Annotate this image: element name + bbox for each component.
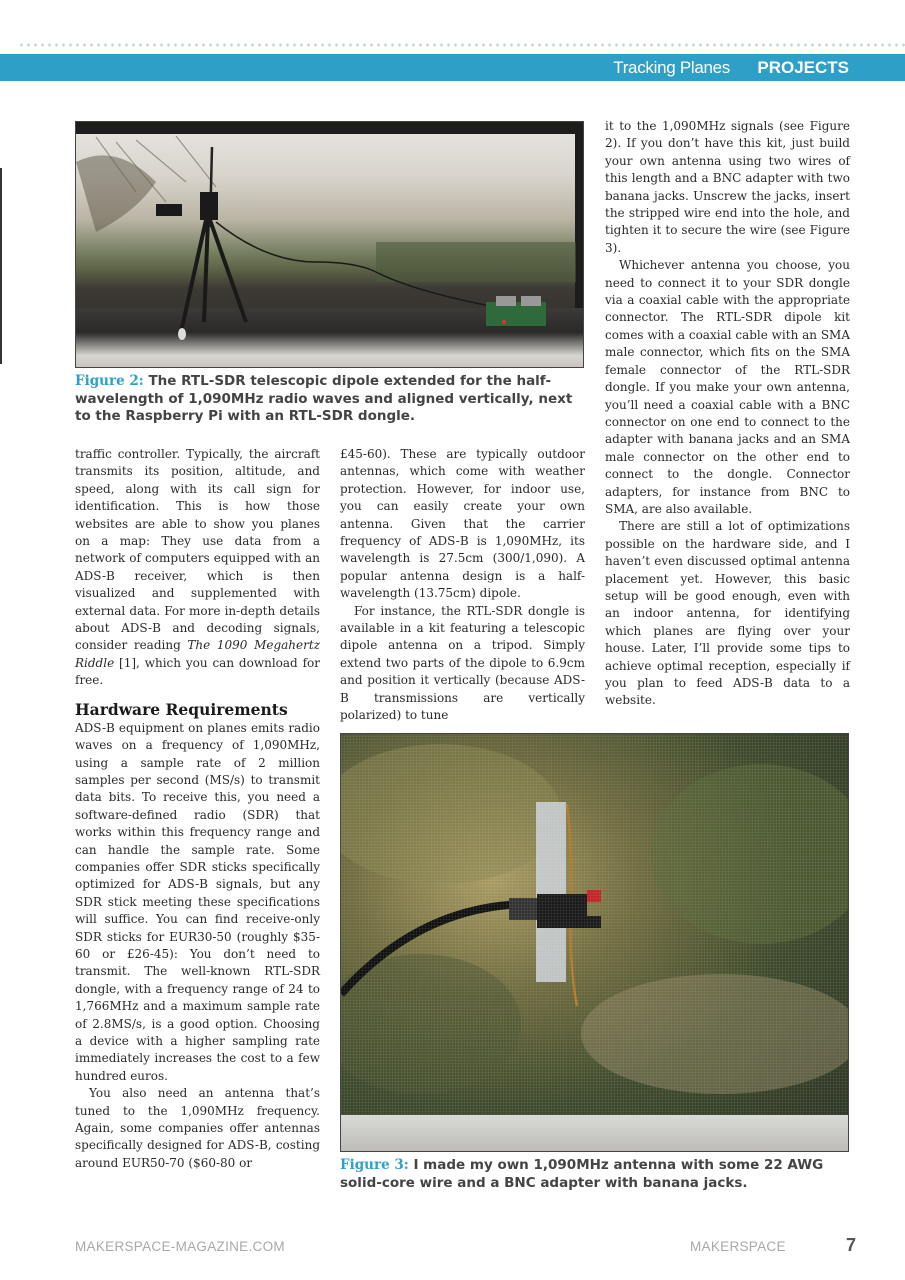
figure-2-label: Figure 2:: [75, 373, 144, 389]
col3-paragraph-3: There are still a lot of optimizations possible on the hardware side, and I haven’t even discussed optimal antenna placement yet. However, this basic setup will be good enough, even with an indoor antenna, for identifying which planes are flying over your house. Later, I’ll provide some tips to achieve optimal reception, especially if you plan to feed ADS-B data to a website.: [605, 519, 850, 708]
book-title: The 1090 Megahertz Riddle: [75, 638, 320, 670]
col3-paragraph-1: it to the 1,090MHz signals (see Figure 2). If you don’t have this kit, just build your own antenna using two wires of this length and a BNC adapter with two banana jacks. Unscrew the jacks, insert the stripped wire end into the hole, and tighten it to secure the wire (see Figure 3).: [605, 119, 850, 255]
text-column-2: [340, 446, 585, 725]
col1-p1-text: traffic controller. Typically, the aircraft transmits its position, altitude, and speed, along with its call sign for identification. This is how those websites are able to show you planes on a map: They use data from a network of computers equipped with an ADS-B receiver, which is then visualized and supplemented with external data. For more in-depth details about ADS-B and decoding signals, consider reading: [75, 447, 320, 653]
window-frame-bottom: [341, 1115, 848, 1151]
figure-3-caption-text: I made my own 1,090MHz antenna with some 22 AWG solid-core wire and a BNC adapter with banana jacks.: [340, 1157, 824, 1191]
section-title: Tracking Planes: [613, 58, 730, 77]
window-screen-mesh: [341, 734, 848, 1151]
figure-3-caption: [340, 1157, 840, 1192]
footer-website: MAKERSPACE-MAGAZINE.COM: [75, 1239, 285, 1254]
tripod-antenna-illustration: [76, 122, 584, 368]
footer-magazine: MAKERSPACE: [690, 1239, 786, 1254]
col1-paragraph-3: You also need an antenna that’s tuned to the 1,090MHz frequency. Again, some companies offer antennas specifically designed for ADS-B, costing around EUR50-70 ($60-80 or: [75, 1086, 320, 1170]
text-column-1: [75, 446, 320, 1172]
col1-paragraph-1: [75, 446, 320, 690]
figure-2-caption-text: The RTL-SDR telescopic dipole extended for the half-wavelength of 1,090MHz radio waves and aligned vertically, next to the Raspberry Pi with an RTL-SDR dongle.: [75, 373, 573, 424]
header-band: [0, 54, 905, 81]
margin-mark: [0, 168, 2, 364]
figure-3-photo: [340, 733, 849, 1152]
col1-p1-end: [1], which you can download for free.: [75, 655, 320, 688]
col2-paragraph-2: For instance, the RTL-SDR dongle is available in a kit featuring a telescopic dipole antenna on a tripod. Simply extend two parts of the dipole to 6.9cm and position it vertically (because ADS-B transmissions are vertically polarized) to tune: [340, 603, 585, 723]
col1-paragraph-2: ADS-B equipment on planes emits radio waves on a frequency of 1,090MHz, using a sample rate of 2 million samples per second (MS/s) to transmit data bits. To receive this, you need a software-defined radio (SDR) that works within this frequency range and can handle the sample rate. Some companies offer SDR sticks specifically optimized for ADS-B signals, but any SDR stick meeting these specifications will suffice. You can find receive-only SDR sticks for EUR30-50 (roughly $35-60 or £26-45): You don’t need to transmit. The well-known RTL-SDR dongle, with a frequency range of 24 to 1,766MHz and a maximum sample rate of 2.8MS/s, is a good option. Choosing a device with a higher sampling rate immediately increases the cost to a few hundred euros.: [75, 720, 320, 1083]
text-column-3: [605, 118, 850, 710]
figure-2-caption: [75, 373, 585, 426]
col3-paragraph-2: Whichever antenna you choose, you need to connect it to your SDR dongle via a coaxial cable with the appropriate connector. The RTL-SDR dipole kit comes with a coaxial cable with an SMA male connector, which fits on the SMA female connector of the RTL-SDR dongle. If you make your own antenna, you’ll need a coaxial cable with a BNC connector on one end to connect to the adapter with banana jacks and an SMA male connector on the other end to connect to the dongle. Connector adapters, for instance from BNC to SMA, are also available.: [605, 258, 851, 516]
header-dot-rule: [18, 43, 905, 47]
figure-3-label: Figure 3:: [340, 1157, 409, 1173]
category-label: PROJECTS: [757, 58, 849, 77]
page-number: 7: [846, 1235, 857, 1255]
col2-paragraph-1: £45-60). These are typically outdoor antennas, which come with weather protection. However, for indoor use, you can easily create your own antenna. Given that the carrier frequency of ADS-B is 1,090MHz, its wavelength is 27.5cm (300/1,090). A popular antenna design is a half-wavelength (13.75cm) dipole.: [340, 447, 585, 601]
figure-2-photo: [75, 121, 584, 368]
section-heading: Hardware Requirements: [75, 699, 288, 719]
